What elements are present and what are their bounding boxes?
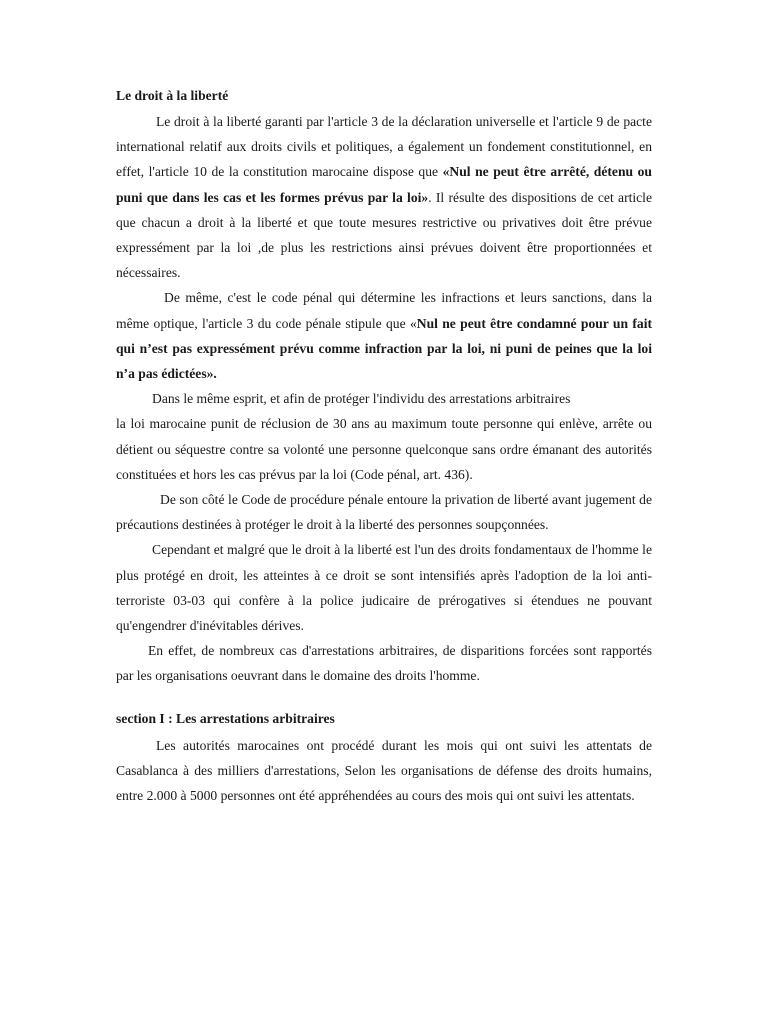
section-title: section I : Les arrestations arbitraires [116,710,335,726]
paragraph-7: Les autorités marocaines ont procédé durant les mois qui ont suivi les attentats de Casablanca à des milliers d'arrestations, Selon les organisations de défense des droits humains, entre 2.000 à 5000 personnes ont été appréhendées au cours des mois qui ont suivi les attentats. [116,737,652,804]
paragraph-2-text: De même, c'est le code pénal qui détermine les infractions et leurs sanctions, dans la même optique, l'article 3 du code pénale stipule que « [116,290,652,331]
paragraph-1 [116,109,652,285]
document-title: Le droit à la liberté [116,88,229,103]
document-page [116,87,652,808]
paragraph-4: De son côté le Code de procédure pénale entoure la privation de liberté avant jugement de précautions destinées à protéger le droit à la liberté des personnes soupçonnées. [116,492,652,533]
paragraph-3-first-line: Dans le même esprit, et afin de protéger l'individu des arrestations arbitraires [152,391,571,407]
paragraph-2-quote: Nul ne peut être condamné pour un fait qui n’est pas expressément prévu comme infraction par la loi, ni puni de peines que la loi n’a pas édictées». [116,315,652,382]
paragraph-1-text-b: . Il résulte des dispositions de cet article que chacun a droit à la liberté et que toute mesures restrictive ou privatives doit être prévue expressément par la loi ,de plus les restrictions ainsi prévues doivent être proportionnées et nécessaires. [116,189,652,281]
paragraph-2 [116,285,652,386]
paragraph-1-text-a: Le droit à la liberté garanti par l'article 3 de la déclaration universelle et l'article 9 de pacte international relatif aux droits civils et politiques, a également un fondement constitutionnel, en effet, l'article 10 de la constitution marocaine dispose que [116,114,652,180]
paragraph-5: Cependant et malgré que le droit à la liberté est l'un des droits fondamentaux de l'homme le plus protégé en droit, les atteintes à ce droit se sont intensifiés après l'adoption de la loi anti-terroriste 03-03 qui confère à la police judicaire de prérogatives si étendues ne pouvant qu'engendrer d'inévitables dérives. [116,542,652,634]
paragraph-6: En effet, de nombreux cas d'arrestations arbitraires, de disparitions forcées sont rapportés par les organisations oeuvrant dans le domaine des droits l'homme. [116,643,652,684]
paragraph-1-quote: «Nul ne peut être arrêté, détenu ou puni que dans les cas et les formes prévus par la loi» [116,164,652,205]
paragraph-3: la loi marocaine punit de réclusion de 30 ans au maximum toute personne qui enlève, arrête ou détient ou séquestre contre sa volonté une personne quelconque sans ordre émanant des autorités constituées et hors les cas prévus par la loi (Code pénal, art. 436). [116,416,652,482]
